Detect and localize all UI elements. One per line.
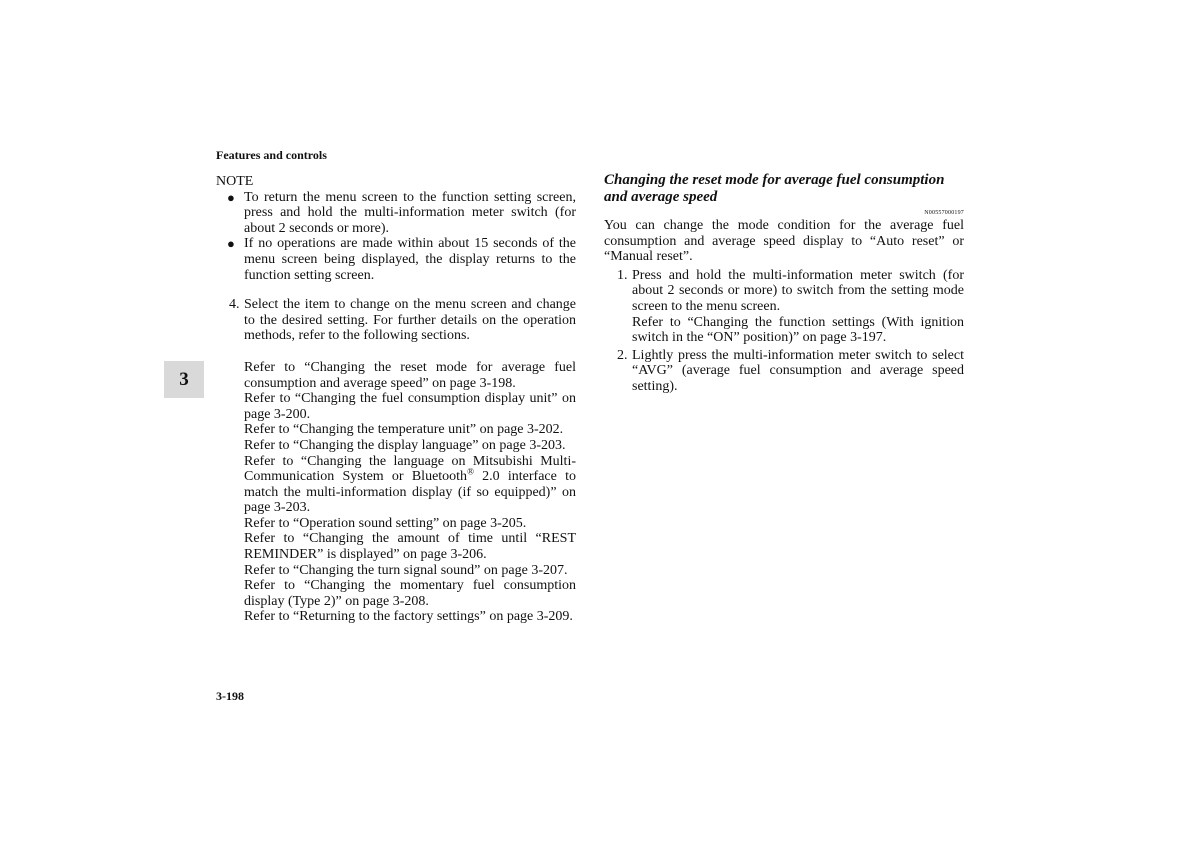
note-bullet <box>216 190 576 237</box>
intro-paragraph: You can change the mode condition for the average fuel consumption and average speed display to “Auto reset” or “Manual reset”. <box>604 218 964 265</box>
reference-item: Refer to “Operation sound setting” on page 3-205. <box>244 515 527 531</box>
reference-item: Refer to “Changing the turn signal sound” on page 3-207. <box>244 562 568 578</box>
step-2 <box>604 348 964 395</box>
left-column <box>216 174 576 625</box>
reference-item: Refer to “Changing the fuel consumption display unit” on page 3-200. <box>244 391 576 422</box>
page-number: 3-198 <box>216 689 244 703</box>
step-4 <box>216 297 576 344</box>
note-label: NOTE <box>216 174 254 189</box>
step-number: 4. <box>229 297 240 313</box>
reference-list <box>216 360 576 625</box>
note-bullet <box>216 236 576 283</box>
step-text: Select the item to change on the menu screen and change to the desired setting. For further details on the operation methods, refer to the following sections. <box>244 297 576 344</box>
reference-text: Refer to “Changing the language on Mitsubishi Multi-Communication System or Bluetooth <box>244 453 576 485</box>
reference-item: Refer to “Returning to the factory settings” on page 3-209. <box>244 609 573 625</box>
registered-mark: ® <box>467 466 474 477</box>
reference-item: Refer to “Changing the display language” on page 3-203. <box>244 437 566 453</box>
step-extra: Refer to “Changing the function settings (With ignition switch in the “ON” position)” on page 3-197. <box>632 314 964 346</box>
chapter-tab: 3 <box>164 361 204 398</box>
section-header: Features and controls <box>216 148 327 162</box>
note-bullet-text: To return the menu screen to the function setting screen, press and hold the multi-information meter switch (for about 2 seconds or more). <box>244 189 576 236</box>
step-1 <box>604 268 964 346</box>
reference-item: Refer to “Changing the momentary fuel consumption display (Type 2)” on page 3-208. <box>244 578 576 609</box>
document-code: N00557000197 <box>924 210 964 216</box>
bullet-icon: ● <box>227 189 235 205</box>
section-title: Changing the reset mode for average fuel consumption and average speed <box>604 172 945 205</box>
reference-text: 2.0 interface to match the multi-information display (if so equipped)” on page 3-203. <box>244 469 576 516</box>
step-number: 2. <box>617 347 628 363</box>
step-text: Lightly press the multi-information meter switch to select “AVG” (average fuel consumption and average speed setting). <box>632 347 964 394</box>
bullet-icon: ● <box>227 236 235 252</box>
note-bullet-text: If no operations are made within about 15 seconds of the menu screen being displayed, the display returns to the function setting screen. <box>244 236 576 283</box>
step-text: Press and hold the multi-information meter switch (for about 2 seconds or more) to switch from the setting mode screen to the menu screen. <box>632 267 964 314</box>
reference-item: Refer to “Changing the temperature unit” on page 3-202. <box>244 422 564 438</box>
step-number: 1. <box>617 267 628 283</box>
reference-item <box>244 454 576 516</box>
reference-item: Refer to “Changing the reset mode for average fuel consumption and average speed” on page 3-198. <box>244 359 576 391</box>
right-column <box>604 172 964 395</box>
reference-item: Refer to “Changing the amount of time until “REST REMINDER” is displayed” on page 3-206. <box>244 531 576 563</box>
